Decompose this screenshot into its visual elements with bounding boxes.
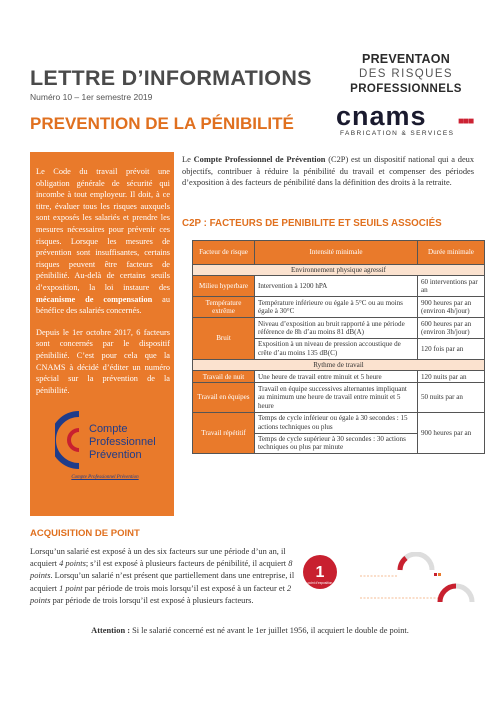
duration-cell: 60 interventions par an <box>418 276 485 297</box>
intensity-cell: Temps de cycle supérieur à 30 secondes : 30 actions techniques ou plus par minute <box>255 433 418 454</box>
cnams-logo <box>336 102 476 142</box>
table-group-row <box>193 359 485 370</box>
sidebar-para1-strong: mécanisme de compensation <box>36 294 153 304</box>
intro-rest: (C2P) est un dispositif national qui a deux objectifs, contribuer à réduire la pénibilité du travail et compenser des périodes d’exposition à des facteurs de pénibilité dans la définition des droits à la retraite. <box>182 155 475 188</box>
duration-cell: 120 fois par an <box>418 338 485 359</box>
attention-note <box>0 626 500 635</box>
c2p-intro-paragraph <box>182 154 474 189</box>
table-row <box>193 297 485 318</box>
attention-text: Si le salarié concerné est né avant le 1er juillet 1956, il acquiert le double de point. <box>132 626 409 635</box>
c2p-line3: Prévention <box>89 449 142 461</box>
prevention-logo-line3: PROFESSIONNELS <box>350 83 462 95</box>
point-badge-number: 1 <box>315 564 325 581</box>
point-acquisition-figure <box>300 552 480 608</box>
factor-cell: Travail en équipes <box>193 383 255 412</box>
header-intensity: Intensité minimale <box>255 241 418 265</box>
factor-cell: Travail répétitif <box>193 412 255 454</box>
acquisition-title: ACQUISITION DE POINT <box>30 528 140 539</box>
intensity-cell: Exposition à un niveau de pression accoustique de crête d’au moins 135 dB(C) <box>255 338 418 359</box>
c2p-line1: Compte <box>89 423 128 435</box>
table-group-row <box>193 265 485 276</box>
acquisition-paragraph <box>30 546 298 607</box>
intro-strong: Compte Professionnel de Prévention <box>193 155 326 164</box>
acq-em-1: 4 points <box>59 559 86 569</box>
cnams-logo-word: cnams <box>336 101 427 131</box>
acq-text-1: Lorsqu’un salarié est exposé à un des six facteurs sur une période d’un an, il acquiert <box>30 547 286 569</box>
c2p-logo <box>55 408 175 472</box>
sidebar-para1-text: Le Code du travail prévoit une obligation générale de sécurité qui incombe à tout employeur. Il doit, à ce titre, évaluer tous les risques auxquels sont exposés les salariés et prendre les mesures nécessaires pour prévenir ces risques. Lorsque les mesures de prévention sont insuffisantes, certains risques peuvent être facteurs de pénibilité. Au-delà de certains seuils d’exposition, la loi instaure des <box>36 167 170 292</box>
cnams-dots-icon: ■■■ <box>458 116 474 127</box>
duration-cell: 600 heures par an (environ 3h/jour) <box>418 318 485 339</box>
duration-cell: 900 heures par an (environ 4h/jour) <box>418 297 485 318</box>
intensity-cell: Intervention à 1200 hPA <box>255 276 418 297</box>
factor-cell: Travail de nuit <box>193 371 255 383</box>
intensity-cell: Température inférieure ou égale à 5°C ou au moins égale à 30°C <box>255 297 418 318</box>
section-title: PREVENTION DE LA PÉNIBILITÉ <box>30 114 294 133</box>
acq-text-3: . Lorsqu’un salarié n’est présent que partiellement dans une entreprise, il acquiert <box>30 571 295 593</box>
cnams-tagline: FABRICATION & SERVICES <box>340 130 455 137</box>
intensity-cell: Temps de cycle inférieur ou égale à 30 secondes : 15 actions techniques ou plus <box>255 412 418 433</box>
acq-text-2: ; s’il est exposé à plusieurs facteurs de pénibilité, il acquiert <box>85 559 287 569</box>
group-rhythm: Rythme de travail <box>193 359 485 370</box>
duration-cell: 120 nuits par an <box>418 371 485 383</box>
attention-label: Attention : <box>91 626 130 635</box>
gauge-icon-2 <box>440 586 472 602</box>
duration-cell: 50 nuits par an <box>418 383 485 412</box>
sidebar-para1-end: au bénéfice des salariés concernés. <box>36 294 171 316</box>
c2p-line2: Professionnel <box>89 436 156 448</box>
c2p-emblem-icon <box>55 414 79 466</box>
intensity-cell: Niveau d’exposition au bruit rapporté à une période référence de 8h d’au moins 81 dB(A) <box>255 318 418 339</box>
table-row <box>193 412 485 433</box>
prevention-logo-line1: PREVENTAON <box>362 52 450 66</box>
sidebar-paragraph-1 <box>36 166 170 317</box>
header-duration: Durée minimale <box>418 241 485 265</box>
group-environment: Environnement physique agressif <box>193 265 485 276</box>
prevention-logo-line2: DES RISQUES <box>358 68 453 80</box>
gauge-icon-1 <box>400 554 432 570</box>
table-row <box>193 383 485 412</box>
prevention-risques-logo <box>336 52 476 100</box>
acq-em-4: 2 points <box>30 583 292 605</box>
duration-cell: 900 heures par an <box>418 412 485 454</box>
header-factor: Facteur de risque <box>193 241 255 265</box>
factor-cell: Température extrême <box>193 297 255 318</box>
newsletter-title: LETTRE D’INFORMATIONS <box>30 66 312 90</box>
table-row <box>193 276 485 297</box>
factors-table <box>192 240 485 454</box>
table-row <box>193 318 485 339</box>
c2p-caption: Compte Professionnel Prévention <box>71 475 139 480</box>
sidebar-paragraph-2: Depuis le 1er octobre 2017, 6 facteurs sont concernés par le dispositif pénibilité. C’est pour cela que la CNAMS à décidé d’éditer un numéro spécial sur la prévention de la pénibilité. <box>36 327 170 395</box>
point-badge-caption: point d’exposition <box>307 581 333 585</box>
intro-prefix: Le <box>182 155 191 164</box>
factor-cell: Milieu hyperbare <box>193 276 255 297</box>
intensity-cell: Travail en équipe successives alternantes impliquant au minimum une heure de travail entre minuit et 5 heure <box>255 383 418 412</box>
acq-em-2: 8 points <box>30 559 293 581</box>
acq-text-4: par période de trois mois lorsqu’il est exposé à un facteur et <box>84 583 285 593</box>
table-row <box>193 371 485 383</box>
table-heading: C2P : FACTEURS DE PENIBILITE ET SEUILS ASSOCIÉS <box>182 218 442 229</box>
factor-cell: Bruit <box>193 318 255 360</box>
acq-em-3: 1 point <box>59 583 83 593</box>
intensity-cell: Une heure de travail entre minuit et 5 heure <box>255 371 418 383</box>
acq-text-5: par période de trois lorsqu’il est exposé à plusieurs facteurs. <box>52 595 254 605</box>
issue-subtitle: Numéro 10 – 1er semestre 2019 <box>30 92 153 102</box>
table-header-row <box>193 241 485 265</box>
